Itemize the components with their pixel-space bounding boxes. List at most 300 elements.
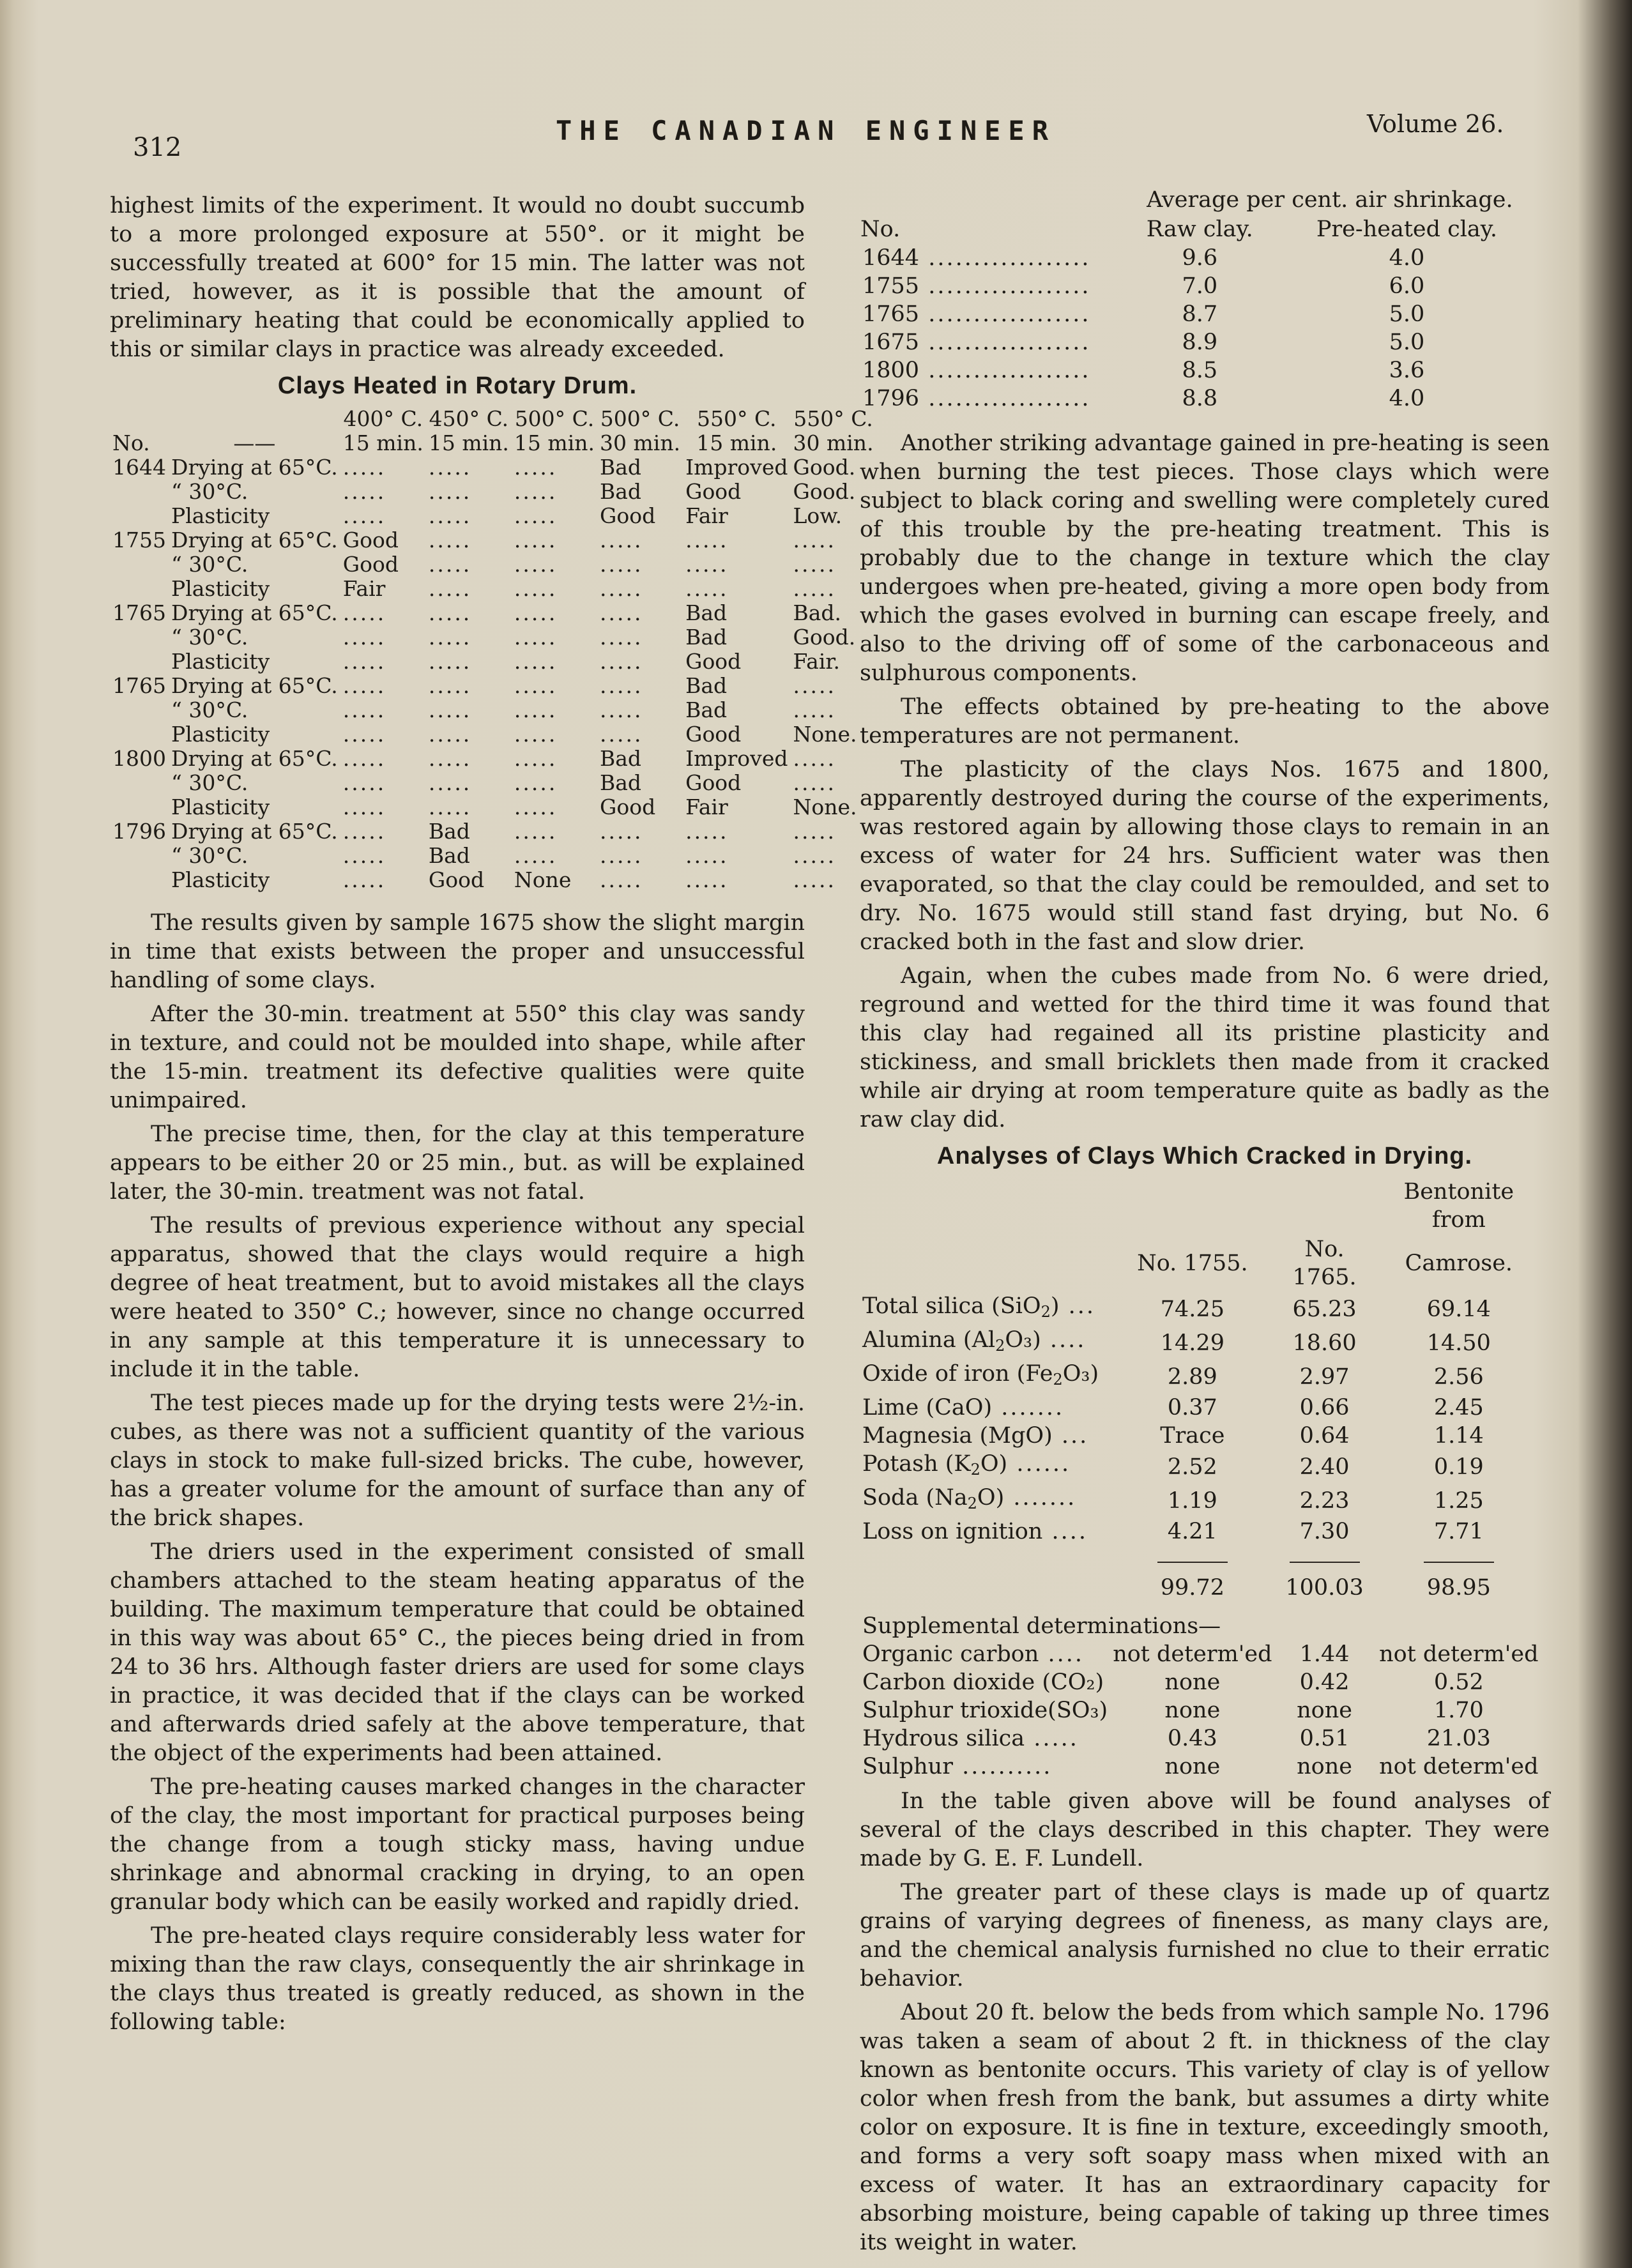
- leader-dots: ....: [1042, 1519, 1088, 1544]
- drum-sample-no: 1644: [112, 455, 166, 480]
- preheated-clay-value: 3.6: [1389, 358, 1425, 383]
- supplemental-value: 1.44: [1299, 1641, 1350, 1667]
- drum-cell: Good: [685, 479, 742, 504]
- drum-cell-dots: .....: [514, 795, 558, 819]
- drum-sample-no: [110, 577, 169, 601]
- supplemental-value: not determ'ed: [1379, 1641, 1539, 1667]
- analyses-component: [860, 1484, 1110, 1518]
- analyses-value: 65.23: [1292, 1296, 1357, 1322]
- paragraph: The greater part of these clays is made up of quartz grains of varying degrees of fineness, as many clays are, and the chemical analysis furnished no clue to their erratic behavior.: [860, 1880, 1550, 1991]
- drum-row: [110, 504, 876, 528]
- page-header: [0, 107, 1632, 162]
- leader-dots: ..................: [919, 301, 1091, 327]
- analyses-table: [860, 1177, 1543, 1781]
- drum-cell: Fair: [685, 795, 728, 819]
- drum-cell-dots: .....: [342, 455, 386, 480]
- drum-col-time: 15 min.: [696, 430, 777, 455]
- analyses-value: 2.45: [1433, 1395, 1484, 1420]
- raw-clay-header: Raw clay.: [1146, 217, 1253, 242]
- drum-row: [110, 480, 876, 504]
- leader-dots: .....: [1025, 1726, 1079, 1751]
- drum-cell-dots: .....: [793, 528, 836, 552]
- drum-cell: Fair.: [793, 649, 841, 674]
- shrinkage-sample-no: [860, 272, 1123, 300]
- drum-cell: Good: [685, 770, 742, 795]
- drum-cell-dots: .....: [342, 843, 386, 868]
- raw-clay-value: 8.7: [1182, 301, 1218, 327]
- analyses-row: [860, 1450, 1543, 1484]
- drum-cell: Good: [685, 649, 742, 674]
- drum-cell-dots: .....: [428, 552, 472, 577]
- drum-cell-dots: .....: [514, 697, 558, 722]
- drum-col-time: 15 min.: [514, 430, 595, 455]
- drum-cell: Good: [342, 552, 399, 577]
- component-name-rest: O₃): [1062, 1361, 1099, 1387]
- journal-title: THE CANADIAN ENGINEER: [556, 115, 1056, 146]
- drum-col-header: [426, 407, 512, 455]
- drum-cell-dots: .....: [342, 625, 386, 650]
- paragraph: The driers used in the experiment consisted of small chambers attached to the steam heating apparatus of the building. The maximum temperature that could be obtained in this way was about 65° C., the pieces being dried in from 24 to 36 hrs. Although faster driers are used for some clays in practice, it was decided that if the clays can be worked and afterwards dried safely at the above temperature, that the object of the experiments had been attained.: [110, 1539, 805, 1766]
- drum-cell: Good.: [793, 479, 856, 504]
- paragraph: The precise time, then, for the clay at this temperature appears to be either 20 or 25 min., but. as will be explained later, the 30-min. treatment was not fatal.: [110, 1122, 805, 1205]
- drum-cell-dots: .....: [685, 576, 729, 601]
- drum-row-label: Drying at 65°C.: [171, 819, 338, 844]
- analyses-value: 2.89: [1167, 1364, 1217, 1390]
- supplemental-value: 0.43: [1167, 1726, 1217, 1751]
- drum-row-label: Plasticity: [171, 867, 270, 892]
- component-name: Soda (Na: [862, 1485, 968, 1511]
- component-name: Potash (K: [862, 1451, 971, 1477]
- paragraph: highest limits of the experiment. It would no doubt succumb to a more prolonged exposure at 550°. or it might be successfully treated at 600° for 15 min. The latter was not tried, however, as it is possible that the amount of preliminary heating that could be economically applied to this or similar clays in practice was already exceeded.: [110, 193, 805, 362]
- drum-cell: Bad: [685, 625, 728, 650]
- drum-sample-no: [110, 480, 169, 504]
- drum-cell: Good.: [793, 625, 856, 650]
- paragraph: The test pieces made up for the drying tests were 2½-in. cubes, as there was not a sufficient quantity of the various clays in stock to make full-sized bricks. The cube, however, has a greater volume for the amount of surface than any of the brick shapes.: [110, 1390, 805, 1531]
- drum-cell-dots: .....: [600, 600, 643, 625]
- drum-cell-dots: .....: [514, 576, 558, 601]
- drum-cell: Bad: [600, 455, 642, 480]
- drum-row: [110, 674, 876, 698]
- right-paragraphs-2: [860, 1787, 1550, 2257]
- drum-col-temp: 500° C.: [600, 406, 680, 431]
- drum-cell: Good: [600, 503, 656, 528]
- shrinkage-no-header: No.: [860, 217, 901, 242]
- drum-cell: Good: [342, 528, 399, 552]
- analyses-value: 0.19: [1433, 1454, 1484, 1480]
- rotary-drum-table: [110, 407, 876, 892]
- analyses-value: 2.40: [1299, 1454, 1350, 1480]
- paragraph: The results of previous experience without any special apparatus, showed that the clays would require a high degree of heat treatment, but to avoid mistakes all the clays were heated to 350° C.; however, since no change occurred in any sample at this temperature it is unnecessary to include it in the table.: [110, 1213, 805, 1382]
- drum-row: [110, 771, 876, 795]
- raw-clay-value: 7.0: [1182, 273, 1218, 299]
- drum-cell-dots: .....: [600, 552, 643, 577]
- totals-row: [860, 1574, 1543, 1602]
- component-name: Loss on ignition: [862, 1519, 1043, 1544]
- paragraph: The pre-heated clays require considerably less water for mixing than the raw clays, consequently the air shrinkage in the clays thus treated is greatly reduced, as shown in the following table:: [110, 1923, 805, 2035]
- drum-cell-dots: .....: [685, 528, 729, 552]
- drum-cell-dots: .....: [514, 819, 558, 844]
- analyses-value: 1.14: [1433, 1423, 1484, 1449]
- analyses-col2-header: No. 1765.: [1292, 1237, 1357, 1290]
- drum-cell-dots: .....: [342, 795, 386, 819]
- paragraph: The pre-heating causes marked changes in the character of the clay, the most important for practical purposes being the change from a tough sticky mass, having undue shrinkage and abnormal cracking in drying, to an open granular body which can be easily worked and rapidly dried.: [110, 1774, 805, 1915]
- component-name: Sulphur: [862, 1754, 953, 1779]
- analyses-row: [860, 1484, 1543, 1518]
- preheated-clay-value: 4.0: [1389, 386, 1425, 411]
- sample-no: 1644: [862, 245, 920, 271]
- drum-row-label: Plasticity: [171, 795, 270, 819]
- supplemental-value: 0.42: [1299, 1670, 1350, 1695]
- leader-dots: ..................: [919, 386, 1091, 411]
- drum-sample-no: [110, 650, 169, 674]
- supplemental-title: Supplemental determinations—: [862, 1613, 1221, 1639]
- supplemental-component: [860, 1640, 1110, 1668]
- paragraph: After the 30-min. treatment at 550° this clay was sandy in texture, and could not be moulded into shape, while after the 15-min. treatment its defective qualities were quite unimpaired.: [110, 1001, 805, 1113]
- analyses-value: 0.37: [1167, 1395, 1217, 1420]
- supplemental-value: 1.70: [1433, 1698, 1484, 1723]
- drum-cell-dots: .....: [685, 867, 729, 892]
- supplemental-value: 0.52: [1433, 1670, 1484, 1695]
- drum-cell-dots: .....: [600, 819, 643, 844]
- analyses-row: [860, 1422, 1543, 1450]
- supplemental-value: none: [1297, 1754, 1353, 1779]
- drum-row-label: “ 30°C.: [171, 770, 248, 795]
- analyses-value: 0.64: [1299, 1423, 1350, 1449]
- page-number: 312: [133, 133, 182, 162]
- shrinkage-row: [860, 356, 1537, 384]
- drum-row: [110, 601, 876, 625]
- sample-no: 1796: [862, 386, 920, 411]
- component-subscript: 2: [1041, 1303, 1051, 1321]
- analyses-row: [860, 1394, 1543, 1422]
- drum-sample-no: [110, 868, 169, 892]
- drum-cell: Good: [685, 722, 742, 747]
- drum-cell-dots: .....: [685, 819, 729, 844]
- drum-col-time: 15 min.: [428, 430, 509, 455]
- drum-cell: Bad: [600, 770, 642, 795]
- paragraph: About 20 ft. below the beds from which sample No. 1796 was taken a seam of about 2 ft. in thickness of the clay known as bentonite occurs. This variety of clay is of yellow color when fresh from the bank, but assumes a dirty white color on exposure. It is fine in texture, exceedingly smooth, and forms a very soft soapy mass when mixed with an excess of water. It has an extraordinary capacity for absorbing moisture, being capable of taking up three times its weight in water.: [860, 2000, 1550, 2255]
- drum-cell-dots: .....: [428, 479, 472, 504]
- drum-dash: ——: [233, 430, 276, 455]
- drum-cell-dots: .....: [600, 867, 643, 892]
- drum-cell: Bad: [600, 479, 642, 504]
- supplemental-value: none: [1164, 1698, 1221, 1723]
- drum-sample-no: 1765: [112, 673, 166, 698]
- drum-row: [110, 528, 876, 552]
- component-name-rest: O): [977, 1485, 1005, 1511]
- drum-cell-dots: .....: [793, 843, 836, 868]
- drum-row-label: Plasticity: [171, 722, 270, 747]
- total-value: 100.03: [1285, 1575, 1364, 1601]
- raw-clay-value: 8.8: [1182, 386, 1218, 411]
- analyses-row: [860, 1292, 1543, 1326]
- left-paragraphs: [110, 909, 805, 2037]
- analyses-component: [860, 1422, 1110, 1450]
- drum-row: [110, 819, 876, 844]
- drum-cell: None.: [793, 722, 857, 747]
- sample-no: 1675: [862, 330, 920, 355]
- drum-cell-dots: .....: [342, 819, 386, 844]
- drum-cell-dots: .....: [428, 746, 472, 771]
- drum-cell-dots: .....: [428, 455, 472, 480]
- supplemental-row: [860, 1668, 1543, 1696]
- drum-cell-dots: .....: [793, 673, 836, 698]
- volume-label: Volume 26.: [1367, 110, 1504, 138]
- analyses-component: [860, 1326, 1110, 1360]
- analyses-value: 7.30: [1299, 1519, 1350, 1544]
- drum-cell-dots: .....: [428, 770, 472, 795]
- component-name: Hydrous silica: [862, 1726, 1025, 1751]
- drum-header-row: [110, 407, 876, 455]
- drum-cell-dots: .....: [514, 722, 558, 747]
- drum-col-header: [512, 407, 597, 455]
- component-subscript: 2: [970, 1461, 980, 1479]
- analyses-value: Trace: [1160, 1423, 1225, 1449]
- drum-cell-dots: .....: [793, 746, 836, 771]
- leader-dots: ..................: [919, 273, 1091, 299]
- total-value: 99.72: [1160, 1575, 1224, 1601]
- leader-dots: ....: [1039, 1641, 1085, 1667]
- drum-cell-dots: .....: [428, 503, 472, 528]
- drum-cell-dots: .....: [793, 552, 836, 577]
- supplemental-row: [860, 1753, 1543, 1781]
- drum-cell-dots: .....: [514, 503, 558, 528]
- shrinkage-row: [860, 244, 1537, 272]
- leader-dots: ...: [1052, 1423, 1089, 1449]
- drum-cell-dots: .....: [793, 697, 836, 722]
- drum-cell-dots: .....: [514, 649, 558, 674]
- drum-cell-dots: .....: [428, 673, 472, 698]
- drum-cell: Improved: [685, 455, 788, 480]
- drum-col-header: [683, 407, 790, 455]
- analyses-value: 4.21: [1167, 1519, 1217, 1544]
- leader-dots: .......: [1004, 1485, 1077, 1511]
- drum-cell-dots: .....: [600, 576, 643, 601]
- drum-col-time: 15 min.: [342, 430, 423, 455]
- drum-row-label: “ 30°C.: [171, 479, 248, 504]
- shrinkage-sample-no: [860, 300, 1123, 328]
- drum-cell: Bad: [600, 746, 642, 771]
- supplemental-row: [860, 1696, 1543, 1724]
- supplemental-value: none: [1164, 1670, 1221, 1695]
- analyses-value: 1.25: [1433, 1488, 1484, 1514]
- sample-no: 1755: [862, 273, 920, 299]
- drum-cell-dots: .....: [600, 843, 643, 868]
- analyses-value: 2.23: [1299, 1488, 1350, 1514]
- drum-cell-dots: .....: [600, 649, 643, 674]
- raw-clay-value: 8.5: [1182, 358, 1218, 383]
- drum-sample-no: 1755: [112, 528, 166, 552]
- drum-row-label: Drying at 65°C.: [171, 528, 338, 552]
- drum-col-time: 30 min.: [793, 430, 874, 455]
- analyses-component: [860, 1292, 1110, 1326]
- drum-cell-dots: .....: [600, 722, 643, 747]
- drum-cell: Improved: [685, 746, 788, 771]
- drum-cell-dots: .....: [793, 867, 836, 892]
- drum-cell-dots: .....: [342, 673, 386, 698]
- shrinkage-sample-no: [860, 356, 1123, 384]
- drum-cell: Fair: [342, 576, 386, 601]
- drum-row-label: “ 30°C.: [171, 843, 248, 868]
- drum-row-label: Drying at 65°C.: [171, 746, 338, 771]
- shrinkage-row: [860, 384, 1537, 413]
- drum-row-label: Drying at 65°C.: [171, 673, 338, 698]
- drum-cell: Low.: [793, 503, 843, 528]
- component-name: Total silica (SiO: [862, 1293, 1041, 1319]
- supplemental-component: [860, 1696, 1110, 1724]
- left-column: [110, 192, 874, 2042]
- supplemental-value: 21.03: [1426, 1726, 1491, 1751]
- supplemental-component: [860, 1668, 1110, 1696]
- drum-cell-dots: .....: [342, 746, 386, 771]
- drum-cell-dots: .....: [428, 795, 472, 819]
- drum-cell-dots: .....: [342, 479, 386, 504]
- analyses-value: 0.66: [1299, 1395, 1350, 1420]
- analyses-value: 1.19: [1167, 1488, 1217, 1514]
- drum-row-label: Drying at 65°C.: [171, 455, 338, 480]
- drum-sample-no: [110, 698, 169, 722]
- analyses-row: [860, 1518, 1543, 1546]
- drum-cell: Bad: [685, 673, 728, 698]
- leader-dots: ..................: [919, 358, 1091, 383]
- shrinkage-row: [860, 300, 1537, 328]
- drum-cell-dots: .....: [793, 770, 836, 795]
- drum-sample-no: [110, 722, 169, 747]
- right-column: [860, 185, 1550, 2262]
- drum-cell: Good: [600, 795, 656, 819]
- drum-row: [110, 795, 876, 819]
- analyses-value: 18.60: [1292, 1330, 1357, 1356]
- drum-sample-no: [110, 504, 169, 528]
- drum-cell-dots: .....: [600, 697, 643, 722]
- supplemental-value: none: [1164, 1754, 1221, 1779]
- shrinkage-sample-no: [860, 384, 1123, 413]
- drum-row: [110, 844, 876, 868]
- shrinkage-table: [860, 185, 1537, 413]
- component-name: Sulphur trioxide(SO₃): [862, 1698, 1108, 1723]
- component-name: Lime (CaO): [862, 1395, 993, 1420]
- sample-no: 1800: [862, 358, 920, 383]
- analyses-col3-header-line2: Camrose.: [1405, 1251, 1513, 1276]
- analyses-value: 2.56: [1433, 1364, 1484, 1390]
- shrinkage-row: [860, 272, 1537, 300]
- analyses-component: [860, 1360, 1110, 1394]
- paragraph: The plasticity of the clays Nos. 1675 and 1800, apparently destroyed during the course of the experiments, was restored again by allowing those clays to remain in an excess of water for 24 hrs. Sufficient water was then evaporated, so that the clay could be remoulded, and set to dry. No. 1675 would still stand fast drying, but No. 6 cracked both in the fast and slow drier.: [860, 757, 1550, 955]
- drum-cell-dots: .....: [600, 528, 643, 552]
- analyses-component: [860, 1450, 1110, 1484]
- drum-cell-dots: .....: [600, 673, 643, 698]
- drum-row: [110, 552, 876, 577]
- drum-row-label: “ 30°C.: [171, 625, 248, 650]
- drum-row-label: Plasticity: [171, 576, 270, 601]
- analyses-value: 7.71: [1433, 1519, 1484, 1544]
- sample-no: 1765: [862, 301, 920, 327]
- leader-dots: ..................: [919, 330, 1091, 355]
- drum-cell: Bad.: [793, 600, 842, 625]
- paragraph: The results given by sample 1675 show the slight margin in time that exists between the proper and unsuccessful handling of some clays.: [110, 910, 805, 993]
- drum-sample-no: 1800: [112, 746, 166, 771]
- leader-dots: ....: [1041, 1327, 1087, 1353]
- drum-cell: Bad: [685, 600, 728, 625]
- paragraph: Again, when the cubes made from No. 6 were dried, reground and wetted for the third time it was found that this clay had regained all its pristine plasticity and stickiness, and small bricklets then made from it cracked while air drying at room temperature quite as badly as the raw clay did.: [860, 963, 1550, 1132]
- drum-cell-dots: .....: [342, 697, 386, 722]
- total-value: 98.95: [1426, 1575, 1491, 1601]
- leader-dots: ......: [1007, 1451, 1071, 1477]
- drum-cell-dots: .....: [514, 746, 558, 771]
- drum-cell-dots: .....: [514, 843, 558, 868]
- analyses-value: 2.52: [1167, 1454, 1217, 1480]
- raw-clay-value: 9.6: [1182, 245, 1218, 271]
- analyses-value: 69.14: [1426, 1296, 1491, 1322]
- analyses-col3-header-line1: Bentonite from: [1403, 1179, 1514, 1233]
- supplemental-component: [860, 1753, 1110, 1781]
- analyses-row: [860, 1326, 1543, 1360]
- drum-sample-no: [110, 844, 169, 868]
- drum-row-label: “ 30°C.: [171, 697, 248, 722]
- supplemental-value: none: [1297, 1698, 1353, 1723]
- supplemental-value: not determ'ed: [1113, 1641, 1272, 1667]
- drum-cell-dots: .....: [514, 673, 558, 698]
- preheated-clay-value: 6.0: [1389, 273, 1425, 299]
- supplemental-row: [860, 1724, 1543, 1753]
- drum-cell-dots: .....: [428, 697, 472, 722]
- component-name-rest: O₃): [1005, 1327, 1041, 1353]
- drum-cell-dots: .....: [514, 552, 558, 577]
- drum-row: [110, 868, 876, 892]
- preheated-clay-value: 5.0: [1389, 301, 1425, 327]
- drum-col-temp: 550° C.: [793, 406, 873, 431]
- drum-sample-no: [110, 552, 169, 577]
- drum-cell: Bad: [428, 819, 470, 844]
- drum-cell: None: [514, 867, 572, 892]
- drum-table-title: Clays Heated in Rotary Drum.: [277, 372, 637, 399]
- drum-cell-dots: .....: [514, 455, 558, 480]
- drum-cell-dots: .....: [514, 528, 558, 552]
- drum-row: [110, 455, 876, 480]
- drum-row: [110, 650, 876, 674]
- supplemental-component: [860, 1724, 1110, 1753]
- leader-dots: ..................: [919, 245, 1091, 271]
- leader-dots: .......: [992, 1395, 1065, 1420]
- drum-sample-no: [110, 795, 169, 819]
- drum-cell-dots: .....: [342, 867, 386, 892]
- component-name: Alumina (Al: [862, 1327, 996, 1353]
- paragraph: Another striking advantage gained in pre-heating is seen when burning the test pieces. Those clays which were subject to black coring and swelling were completely cured of this trouble by the pre-heating treatment. This is probably due to the change in texture which the clay undergoes when pre-heated, giving a more open body from which the gases evolved in burning can escape freely, and also to the driving off of some of the carbonaceous and sulphurous components.: [860, 430, 1550, 686]
- component-name: Organic carbon: [862, 1641, 1039, 1667]
- drum-col-temp: 400° C.: [343, 406, 423, 431]
- drum-cell-dots: .....: [428, 649, 472, 674]
- analyses-col1-header: No. 1755.: [1137, 1251, 1248, 1276]
- drum-cell-dots: .....: [685, 552, 729, 577]
- drum-col-temp: 500° C.: [514, 406, 595, 431]
- analyses-value: 2.97: [1299, 1364, 1350, 1390]
- raw-clay-value: 8.9: [1182, 330, 1218, 355]
- drum-cell: Good: [428, 867, 485, 892]
- analyses-value: 14.50: [1426, 1330, 1491, 1356]
- drum-cell-dots: .....: [428, 528, 472, 552]
- drum-cell-dots: .....: [600, 625, 643, 650]
- analyses-value: 14.29: [1160, 1330, 1224, 1356]
- drum-row-label: Plasticity: [171, 649, 270, 674]
- drum-cell-dots: .....: [428, 722, 472, 747]
- drum-cell-dots: .....: [342, 600, 386, 625]
- drum-cell-dots: .....: [793, 576, 836, 601]
- shrinkage-sample-no: [860, 244, 1123, 272]
- drum-col-header: [340, 407, 426, 455]
- paragraph: In the table given above will be found analyses of several of the clays described in this chapter. They were made by G. E. F. Lundell.: [860, 1788, 1550, 1871]
- drum-cell-dots: .....: [342, 503, 386, 528]
- drum-sample-no: [110, 771, 169, 795]
